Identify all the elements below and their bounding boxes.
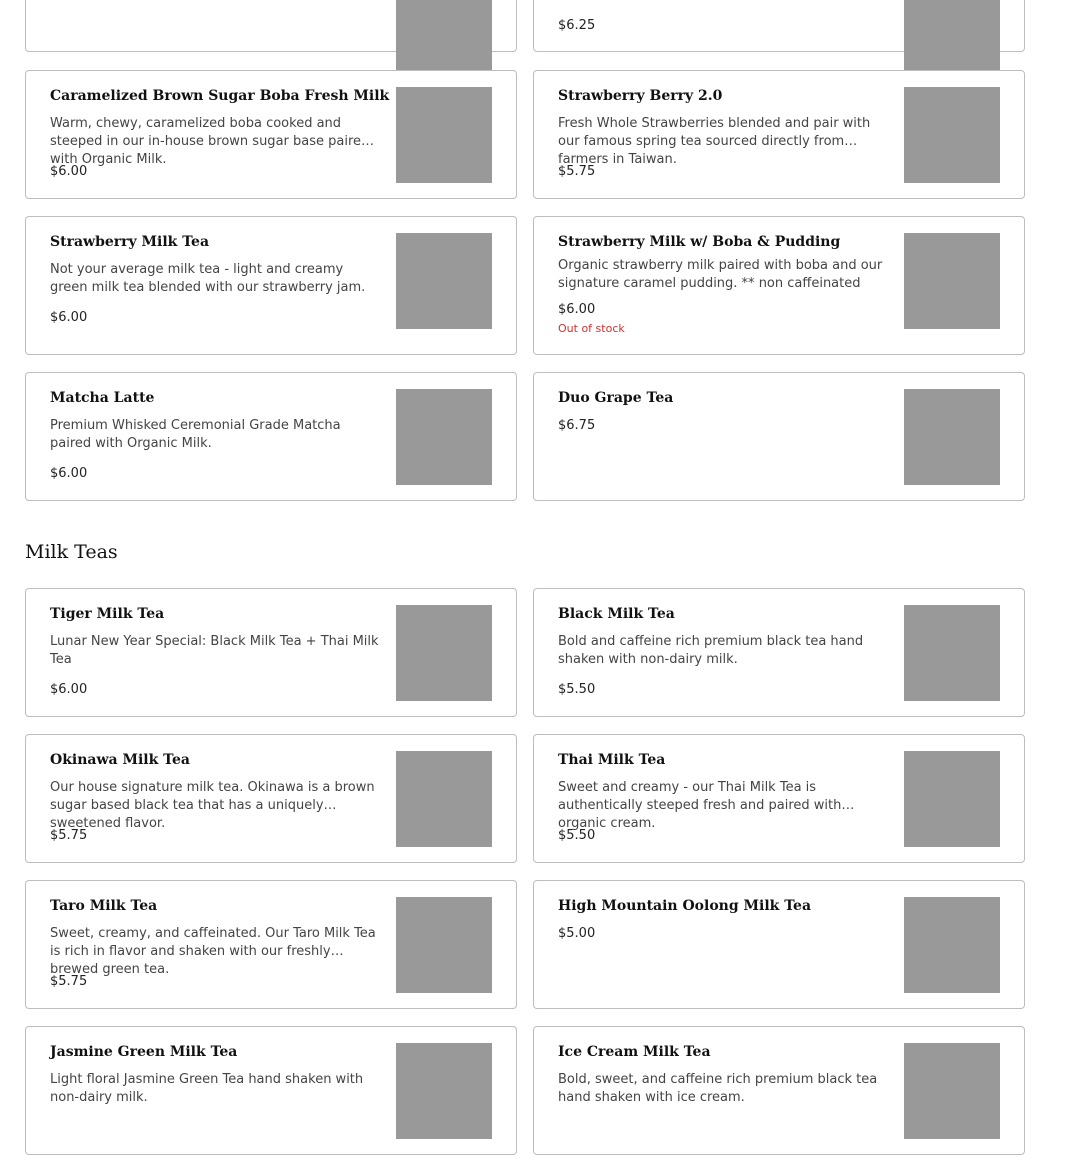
item-description: Bold, sweet, and caffeine rich premium black tea hand shaken with ice cream. (558, 1072, 878, 1105)
item-info (558, 17, 888, 35)
menu-item-card-ice-cream-milk-tea[interactable] (533, 1026, 1025, 1155)
item-info (50, 605, 380, 699)
item-info (558, 605, 888, 699)
menu-item-card-caramelized-brown-sugar-boba[interactable] (25, 70, 517, 199)
item-price: $5.75 (50, 974, 88, 989)
item-name: Taro Milk Tea (50, 898, 158, 914)
item-description: Lunar New Year Special: Black Milk Tea + Thai Milk Tea (50, 634, 379, 667)
item-info (50, 87, 390, 181)
item-info (50, 1043, 380, 1107)
item-image (904, 897, 1000, 993)
item-image (396, 1043, 492, 1139)
menu-item-card-matcha-latte[interactable] (25, 372, 517, 501)
item-name: Ice Cream Milk Tea (558, 1044, 711, 1060)
item-description: Organic strawberry milk paired with boba and our signature caramel pudding. ** non caffeinated (558, 258, 883, 291)
item-price: $6.00 (50, 310, 88, 325)
item-description: Sweet and creamy - our Thai Milk Tea is authentically steeped fresh and paired with organic cream. (558, 780, 842, 831)
item-description: Bold and caffeine rich premium black tea hand shaken with non-dairy milk. (558, 634, 864, 667)
item-description: Light floral Jasmine Green Tea hand shaken with non-dairy milk. (50, 1072, 364, 1105)
item-price: $5.50 (558, 828, 596, 843)
item-price: $6.25 (558, 18, 596, 33)
item-price: $5.75 (558, 164, 596, 179)
item-price: $6.00 (558, 302, 596, 317)
item-name: Jasmine Green Milk Tea (50, 1044, 238, 1060)
item-name: Okinawa Milk Tea (50, 752, 190, 768)
menu-item-card-jasmine-green-milk-tea[interactable] (25, 1026, 517, 1155)
menu-item-card-black-milk-tea[interactable] (533, 588, 1025, 717)
item-image (904, 751, 1000, 847)
item-name: Caramelized Brown Sugar Boba Fresh Milk (50, 88, 390, 104)
item-image (396, 751, 492, 847)
item-name: High Mountain Oolong Milk Tea (558, 898, 812, 914)
item-name: Strawberry Milk Tea (50, 234, 210, 250)
item-image (904, 233, 1000, 329)
item-name: Tiger Milk Tea (50, 606, 165, 622)
out-of-stock-badge: Out of stock (558, 322, 625, 335)
item-description: Not your average milk tea - light and creamy green milk tea blended with our strawberry jam. (50, 262, 366, 295)
item-image (396, 87, 492, 183)
item-description: Premium Whisked Ceremonial Grade Matcha paired with Organic Milk. (50, 418, 341, 451)
item-name: Strawberry Milk w/ Boba & Pudding (558, 234, 841, 250)
item-info (558, 897, 888, 943)
item-description: Warm, chewy, caramelized boba cooked and steeped in our in-house brown sugar base paired with Organic Milk. (50, 116, 370, 167)
item-name: Thai Milk Tea (558, 752, 666, 768)
item-image (904, 1043, 1000, 1139)
item-name: Duo Grape Tea (558, 390, 674, 406)
menu-item-card-tiger-milk-tea[interactable] (25, 588, 517, 717)
menu-item-card-duo-grape-tea[interactable] (533, 372, 1025, 501)
item-info (558, 1043, 888, 1107)
item-price: $6.00 (50, 682, 88, 697)
item-info (50, 233, 380, 327)
menu-item-card-high-mountain-oolong-milk-tea[interactable] (533, 880, 1025, 1009)
item-price: $5.75 (50, 828, 88, 843)
item-image (396, 233, 492, 329)
item-info (558, 87, 888, 181)
item-info (50, 897, 380, 991)
item-price: $6.00 (50, 466, 88, 481)
menu-item-card-taro-milk-tea[interactable] (25, 880, 517, 1009)
menu-item-card-okinawa-milk-tea[interactable] (25, 734, 517, 863)
item-description: Sweet, creamy, and caffeinated. Our Taro Milk Tea is rich in flavor and shaken with our freshly brewed green tea. (50, 926, 376, 977)
section-title-milk-teas: Milk Teas (25, 541, 118, 563)
item-image (904, 605, 1000, 701)
item-price: $5.50 (558, 682, 596, 697)
item-info (558, 233, 888, 336)
item-description: Our house signature milk tea. Okinawa is a brown sugar based black tea that has a uniquely sweetened flavor. (50, 780, 375, 831)
item-name: Strawberry Berry 2.0 (558, 88, 723, 104)
item-image (904, 389, 1000, 485)
menu-item-card-strawberry-milk-tea[interactable] (25, 216, 517, 355)
item-image (396, 389, 492, 485)
item-price: $5.00 (558, 926, 596, 941)
menu-item-card-strawberry-berry-2[interactable] (533, 70, 1025, 199)
menu-item-card[interactable] (25, 0, 517, 52)
item-price: $6.75 (558, 418, 596, 433)
item-name: Black Milk Tea (558, 606, 675, 622)
menu-item-card[interactable] (533, 0, 1025, 52)
item-image (396, 605, 492, 701)
menu-item-card-thai-milk-tea[interactable] (533, 734, 1025, 863)
item-info (50, 751, 380, 845)
item-info (50, 389, 380, 483)
item-image (904, 87, 1000, 183)
item-price: $6.00 (50, 164, 88, 179)
item-info (558, 389, 888, 435)
item-image (396, 897, 492, 993)
item-description: Fresh Whole Strawberries blended and pair with our famous spring tea sourced directly from farmers in Taiwan. (558, 116, 871, 167)
menu-item-card-strawberry-milk-boba-pudding[interactable] (533, 216, 1025, 355)
item-info (558, 751, 888, 845)
item-name: Matcha Latte (50, 390, 155, 406)
